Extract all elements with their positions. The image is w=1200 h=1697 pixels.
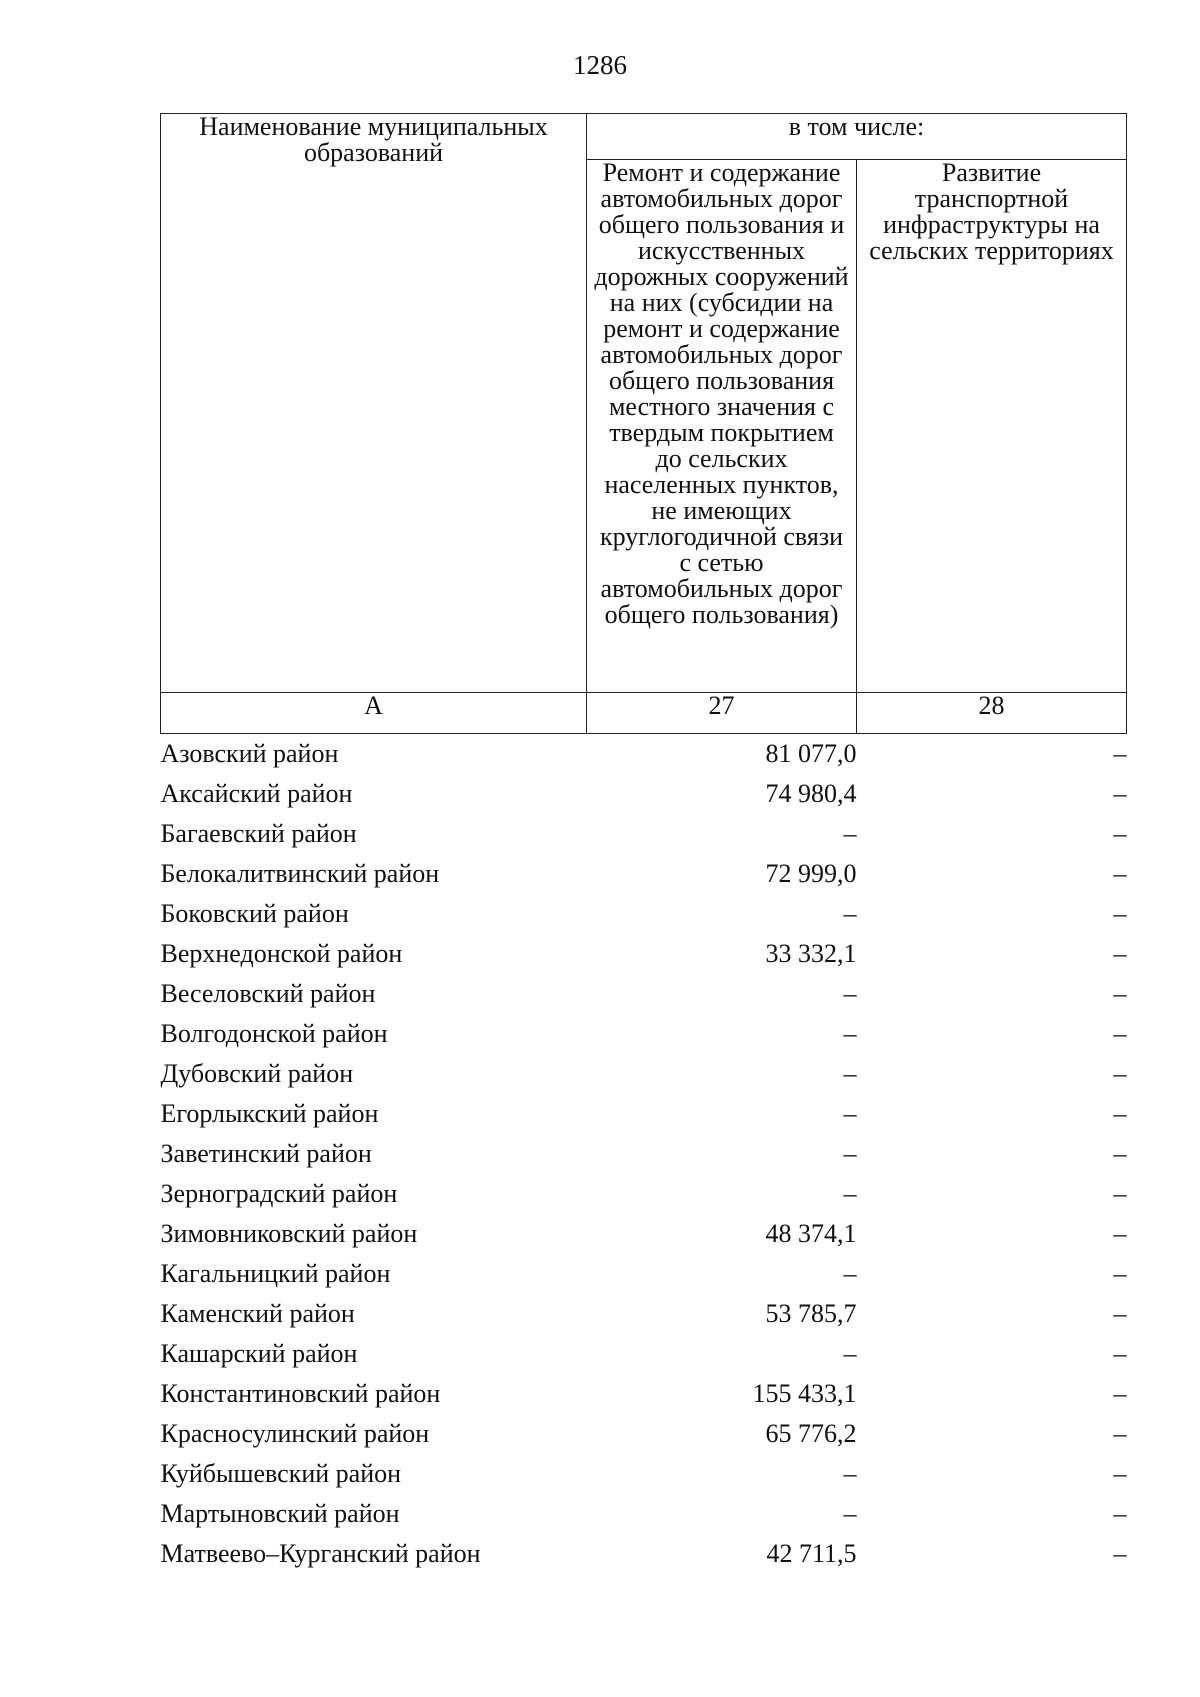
table-row — [161, 1534, 1127, 1574]
col-28-value-cell: – — [1113, 979, 1127, 1008]
page-number: 1286 — [573, 50, 627, 80]
municipality-name-cell: Красносулинский район — [160, 1419, 430, 1448]
table-row — [161, 1014, 1127, 1054]
table-row — [161, 1254, 1127, 1294]
table-row — [161, 1374, 1127, 1414]
municipality-name-cell: Волгодонской район — [160, 1019, 388, 1048]
col-28-value-cell: – — [1113, 1059, 1127, 1088]
header-index-28: 28 — [857, 693, 1127, 734]
municipality-name-cell: Дубовский район — [160, 1059, 354, 1088]
col-27-value-cell: – — [843, 1259, 857, 1288]
col-27-value-cell: 74 980,4 — [765, 779, 857, 808]
table-row — [161, 1334, 1127, 1374]
col-28-value-cell: – — [1113, 1139, 1127, 1168]
col-28-value-cell: – — [1113, 1219, 1127, 1248]
table-row — [161, 1054, 1127, 1094]
col-27-value-cell: – — [843, 1179, 857, 1208]
col-27-value-cell: 48 374,1 — [765, 1219, 857, 1248]
col-27-value-cell: – — [843, 1059, 857, 1088]
col-27-value-cell: 155 433,1 — [752, 1379, 857, 1408]
col-27-value-cell: 53 785,7 — [765, 1299, 857, 1328]
header-col-27: Ремонт и содержание автомобильных дорог общего пользования и искусственных дорожных сооружений на них (субсидии на ремонт и содержание автомобильных дорог общего пользования местного значения с твердым покрытием до сельских населенных пунктов, не имеющих круглогодичной связи с сетью автомобильных дорог общего пользования) — [587, 160, 857, 693]
col-27-value-cell: 33 332,1 — [765, 939, 857, 968]
col-27-value-cell: – — [843, 1499, 857, 1528]
municipality-name-cell: Зимовниковский район — [160, 1219, 418, 1248]
header-municipality-name: Наименование муниципальных образований — [161, 114, 587, 693]
col-28-value-cell: – — [1113, 1099, 1127, 1128]
col-27-value-cell: 42 711,5 — [766, 1539, 857, 1568]
table-row — [161, 1454, 1127, 1494]
municipality-name-cell: Заветинский район — [160, 1139, 372, 1168]
municipality-name-cell: Каменский район — [160, 1299, 355, 1328]
col-28-value-cell: – — [1113, 1259, 1127, 1288]
col-27-value-cell: 81 077,0 — [765, 739, 857, 768]
budget-table — [160, 113, 1127, 1574]
col-28-value-cell: – — [1113, 899, 1127, 928]
table-row — [161, 814, 1127, 854]
municipality-name-cell: Белокалитвинский район — [160, 859, 440, 888]
col-28-value-cell: – — [1113, 939, 1127, 968]
header-index-a: А — [161, 693, 587, 734]
table-header — [161, 114, 1127, 734]
municipality-name-cell: Боковский район — [160, 899, 349, 928]
municipality-name-cell: Егорлыкский район — [160, 1099, 379, 1128]
table-body — [161, 734, 1127, 1575]
col-28-value-cell: – — [1113, 1379, 1127, 1408]
municipality-name-cell: Верхнедонской район — [160, 939, 403, 968]
table-row — [161, 934, 1127, 974]
col-27-value-cell: – — [843, 899, 857, 928]
header-including-group: в том числе: — [587, 114, 1127, 160]
col-28-value-cell: – — [1113, 1299, 1127, 1328]
municipality-name-cell: Веселовский район — [160, 979, 376, 1008]
col-27-value-cell: – — [843, 979, 857, 1008]
col-27-value-cell: – — [843, 1339, 857, 1368]
table-row — [161, 1214, 1127, 1254]
table-row — [161, 1414, 1127, 1454]
col-28-value-cell: – — [1113, 1539, 1127, 1568]
municipality-name-cell: Багаевский район — [160, 819, 357, 848]
table-row — [161, 1134, 1127, 1174]
col-27-value-cell: – — [843, 1019, 857, 1048]
col-28-value-cell: – — [1113, 859, 1127, 888]
table-row — [161, 1294, 1127, 1334]
municipality-name-cell: Зерноградский район — [160, 1179, 398, 1208]
municipality-name-cell: Аксайский район — [160, 779, 353, 808]
col-27-value-cell: – — [843, 1099, 857, 1128]
col-28-value-cell: – — [1113, 779, 1127, 808]
table-row — [161, 734, 1127, 775]
header-col-28: Развитие транспортной инфраструктуры на сельских территориях — [857, 160, 1127, 693]
municipality-name-cell: Куйбышевский район — [160, 1459, 402, 1488]
col-27-value-cell: 72 999,0 — [765, 859, 857, 888]
header-index-27: 27 — [587, 693, 857, 734]
col-27-value-cell: 65 776,2 — [765, 1419, 857, 1448]
col-28-value-cell: – — [1113, 739, 1127, 768]
municipality-name-cell: Кагальницкий район — [160, 1259, 391, 1288]
table-row — [161, 894, 1127, 934]
municipality-name-cell: Константиновский район — [160, 1379, 441, 1408]
col-28-value-cell: – — [1113, 1019, 1127, 1048]
table-row — [161, 1094, 1127, 1134]
col-28-value-cell: – — [1113, 1459, 1127, 1488]
col-28-value-cell: – — [1113, 1179, 1127, 1208]
col-27-value-cell: – — [843, 1459, 857, 1488]
municipality-name-cell: Матвеево–Курганский район — [160, 1539, 481, 1568]
municipality-name-cell: Кашарский район — [160, 1339, 358, 1368]
col-27-value-cell: – — [843, 819, 857, 848]
table-row — [161, 974, 1127, 1014]
table-row — [161, 1494, 1127, 1534]
table-row — [161, 1174, 1127, 1214]
col-28-value-cell: – — [1113, 1499, 1127, 1528]
table-row — [161, 774, 1127, 814]
col-28-value-cell: – — [1113, 1339, 1127, 1368]
table-row — [161, 854, 1127, 894]
municipality-name-cell: Мартыновский район — [160, 1499, 400, 1528]
municipality-name-cell: Азовский район — [160, 739, 339, 768]
col-28-value-cell: – — [1113, 1419, 1127, 1448]
col-28-value-cell: – — [1113, 819, 1127, 848]
col-27-value-cell: – — [843, 1139, 857, 1168]
